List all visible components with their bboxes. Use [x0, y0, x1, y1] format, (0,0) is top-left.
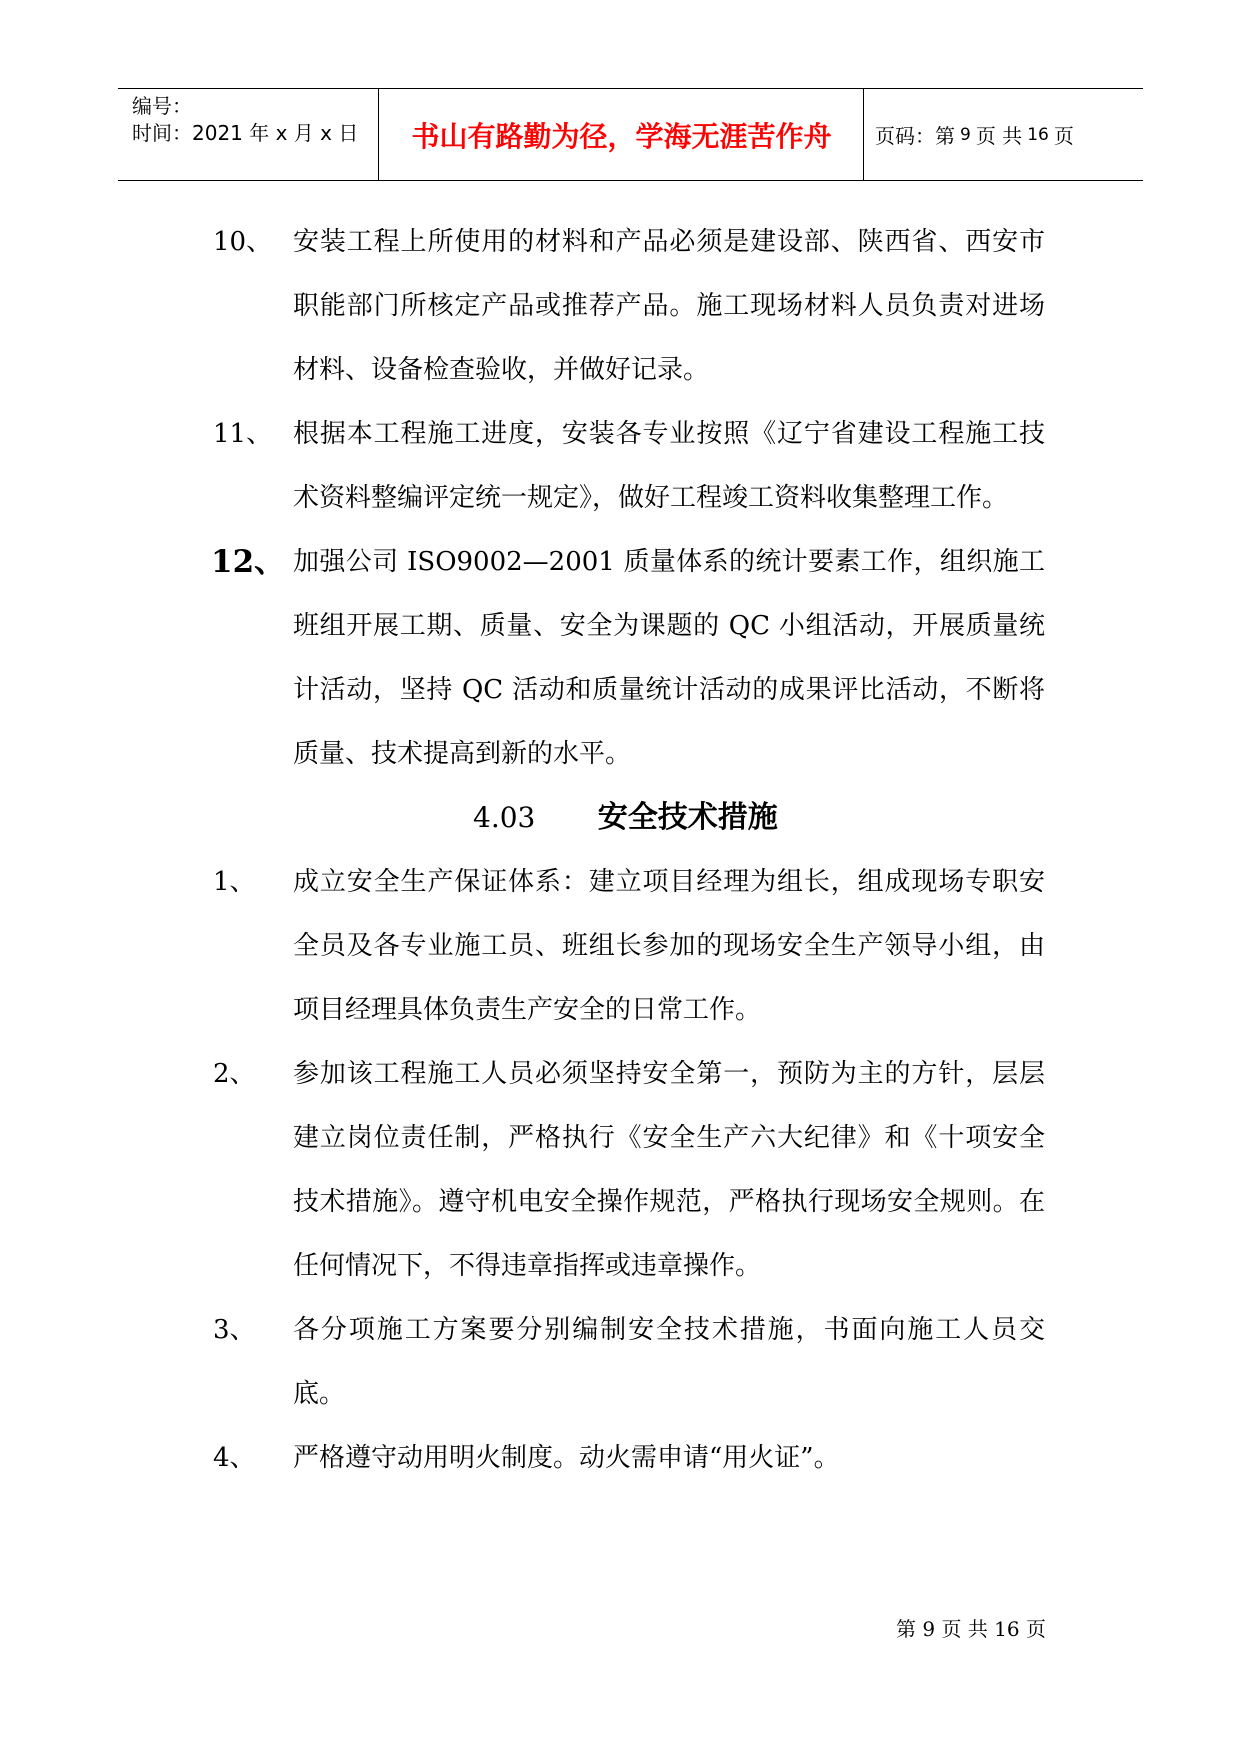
header-motto: 书山有路勤为径，学海无涯苦作舟: [411, 119, 832, 153]
list-item-marker: 1、: [213, 867, 256, 897]
list-item-text: 各分项施工方案要分别编制安全技术措施，书面向施工人员交底。: [293, 1315, 1045, 1409]
list-item-text: 加强公司 ISO9002—2001 质量体系的统计要素工作，组织施工班组开展工期、质量、安全为课题的 QC 小组活动，开展质量统计活动，坚持 QC 活动和质量统计活动的成果评比活动，不断将质量、技术提高到新的水平。: [293, 547, 1045, 769]
header-divider: [863, 89, 864, 180]
list-item-marker: 3、: [213, 1315, 256, 1345]
section-number: 4.03: [473, 801, 536, 834]
list-item-marker: 10、: [213, 227, 273, 257]
document-body: [0, 210, 1241, 1490]
list-item-marker: 2、: [213, 1059, 256, 1089]
list-item: [213, 1298, 1045, 1426]
page-middle: 页 共: [975, 124, 1023, 148]
header-meta: [118, 89, 378, 180]
list-item-marker: 12、: [211, 544, 286, 580]
list-item-text: 安装工程上所使用的材料和产品必须是建设部、陕西省、西安市职能部门所核定产品或推荐产品。施工现场材料人员负责对进场材料、设备检查验收，并做好记录。: [293, 227, 1045, 385]
document-time-label: 时间：2021 年 x 月 x 日: [132, 121, 359, 145]
list-item-marker: 11、: [213, 419, 273, 449]
list-item: [213, 1042, 1045, 1298]
list-item-marker: 4、: [213, 1443, 256, 1473]
section-title: 安全技术措施: [597, 800, 778, 835]
list-item-text: 成立安全生产保证体系：建立项目经理为组长，组成现场专职安全员及各专业施工员、班组长参加的现场安全生产领导小组，由项目经理具体负责生产安全的日常工作。: [293, 867, 1045, 1025]
page-suffix: 页: [1053, 124, 1074, 148]
header-page-info: [875, 89, 1143, 180]
page-footer: 第 9 页 共 16 页: [896, 1617, 1046, 1641]
page-header: [118, 88, 1143, 181]
list-item: [213, 402, 1045, 530]
page-prefix: 页码：第: [875, 124, 955, 148]
list-item: [211, 530, 1045, 786]
document-number-label: 编号：: [132, 94, 192, 118]
page-total: 16: [1027, 124, 1049, 145]
list-item-text: 根据本工程施工进度，安装各专业按照《辽宁省建设工程施工技术资料整编评定统一规定》，做好工程竣工资料收集整理工作。: [293, 419, 1045, 513]
page-current: 9: [960, 124, 971, 145]
header-divider: [378, 89, 379, 180]
section-heading: [0, 786, 1241, 850]
list-item-text: 参加该工程施工人员必须坚持安全第一，预防为主的方针，层层建立岗位责任制，严格执行《安全生产六大纪律》和《十项安全技术措施》。遵守机电安全操作规范，严格执行现场安全规则。在任何情况下，不得违章指挥或违章操作。: [293, 1059, 1045, 1281]
list-item-text: 严格遵守动用明火制度。动火需申请“用火证”。: [293, 1443, 840, 1473]
list-item: [213, 1426, 1045, 1490]
list-item: [213, 850, 1045, 1042]
list-item: [213, 210, 1045, 402]
